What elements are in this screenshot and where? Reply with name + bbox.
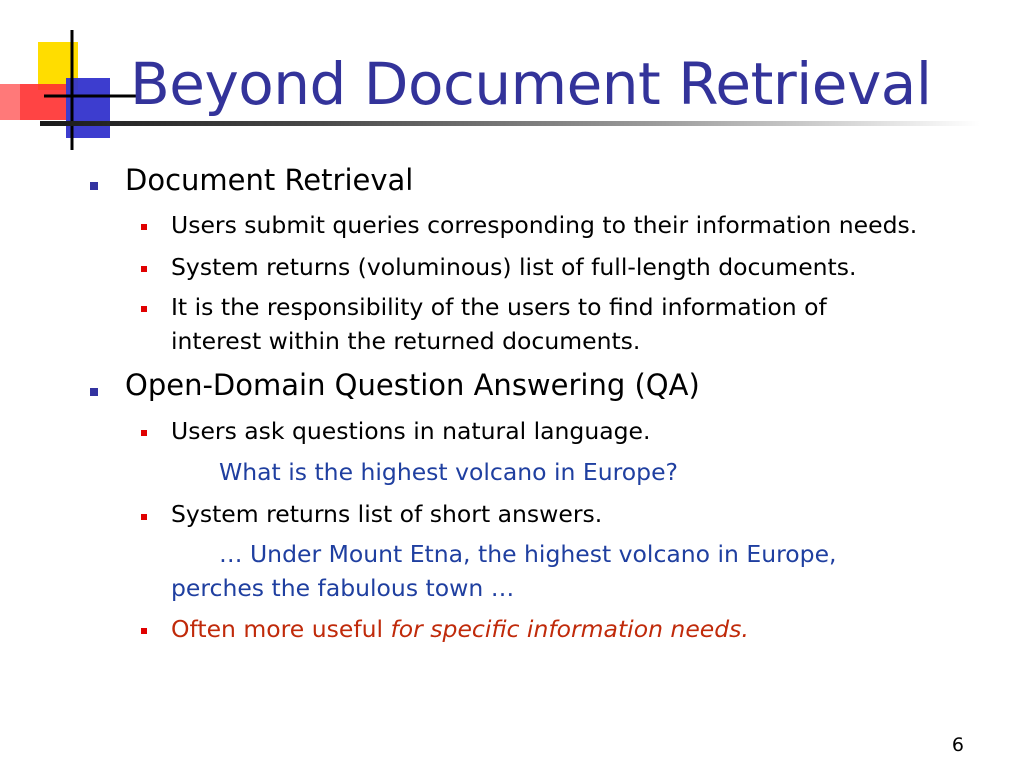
sub-bullet-text: It is the responsibility of the users to find information of [171, 293, 827, 321]
page-number: 6 [951, 734, 964, 756]
example-answer-continued: perches the fabulous town … [171, 574, 515, 602]
sub-bullet-text-continued: interest within the returned documents. [171, 327, 641, 355]
bullet-marker [90, 388, 98, 396]
sub-bullet-marker [141, 514, 147, 520]
sub-bullet-marker [141, 266, 147, 272]
sub-bullet-marker [141, 224, 147, 230]
example-question: What is the highest volcano in Europe? [219, 458, 678, 486]
sub-bullet-marker [141, 430, 147, 436]
sub-bullet-text: System returns (voluminous) list of full-length documents. [171, 253, 857, 281]
bullet-open-domain-qa: Open-Domain Question Answering (QA) [125, 368, 700, 402]
bullet-marker [90, 182, 98, 190]
bullet-document-retrieval: Document Retrieval [125, 163, 414, 197]
sub-bullet-marker [141, 306, 147, 312]
emphasis-plain-text: Often more useful [171, 615, 391, 643]
sub-bullet-marker [141, 628, 147, 634]
sub-bullet-text: Users submit queries corresponding to their information needs. [171, 211, 918, 239]
sub-bullet-text: Users ask questions in natural language. [171, 417, 651, 445]
sub-bullet-text: System returns list of short answers. [171, 500, 603, 528]
emphasis-italic-text: for specific information needs. [390, 615, 749, 643]
sub-bullet-emphasis [171, 612, 749, 646]
example-answer: … Under Mount Etna, the highest volcano in Europe, [219, 540, 837, 568]
slide-title: Beyond Document Retrieval [130, 50, 932, 118]
